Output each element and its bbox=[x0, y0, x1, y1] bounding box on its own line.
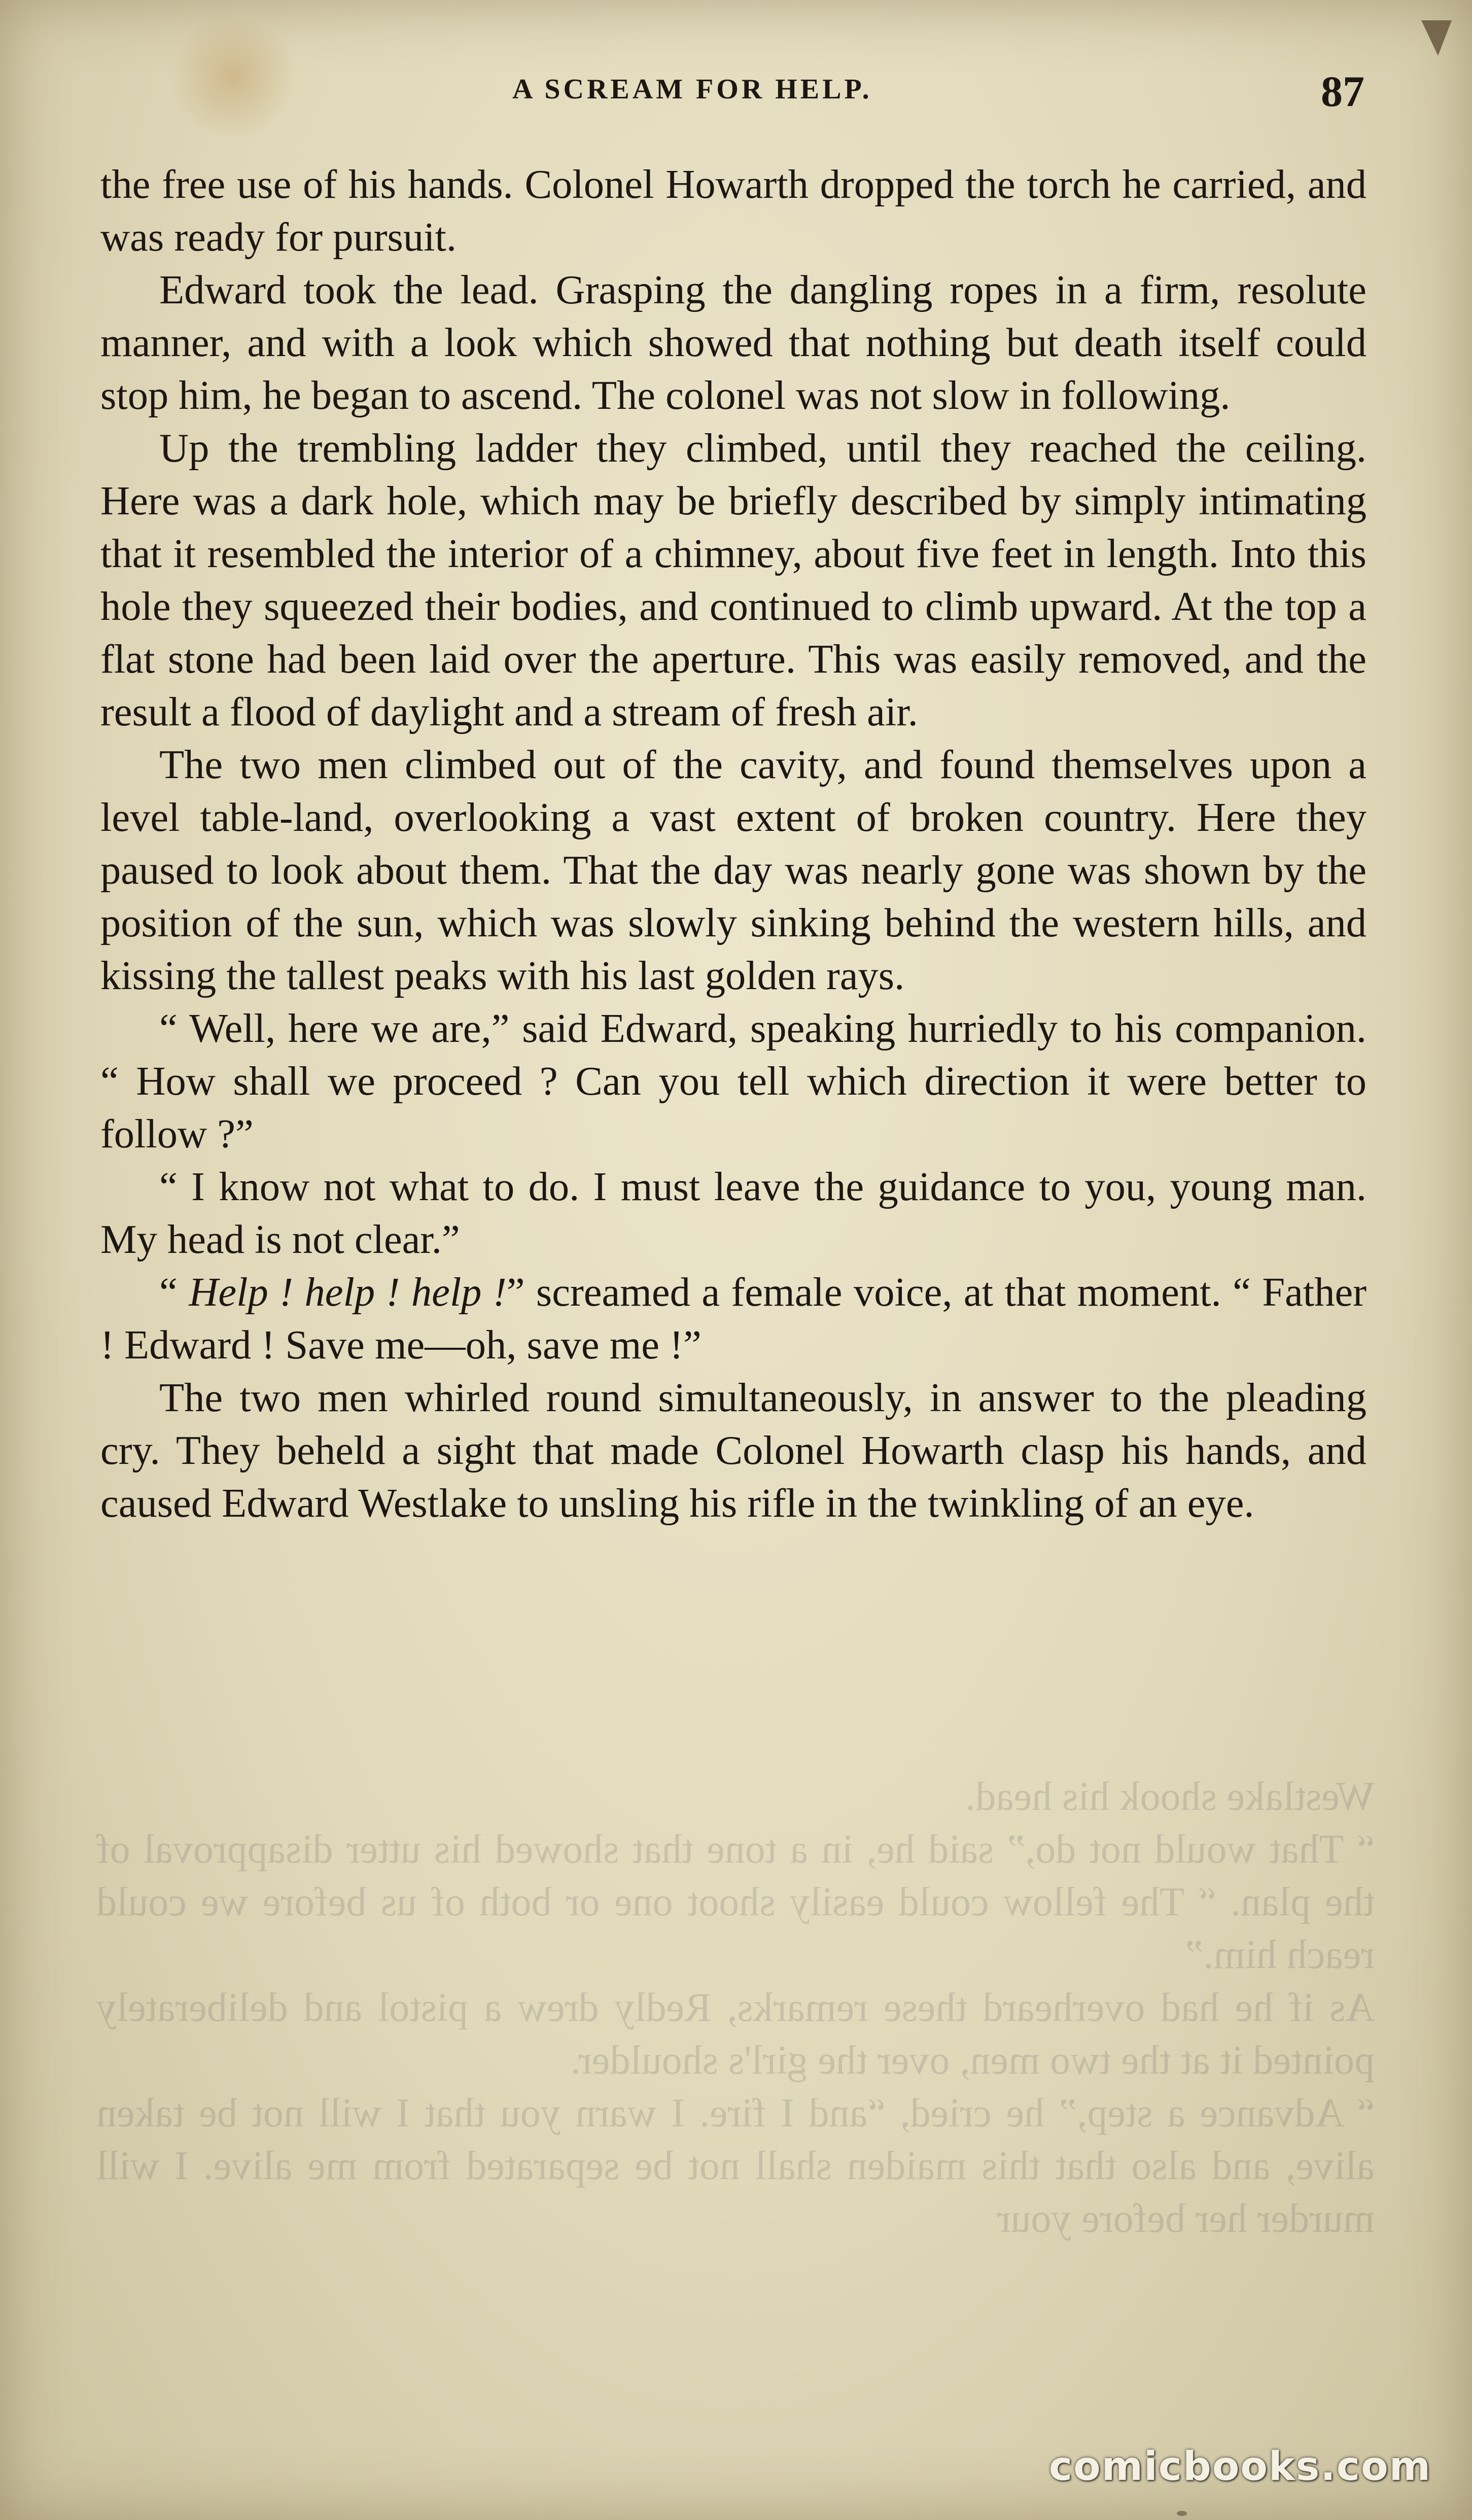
paragraph: Up the trembling ladder they climbed, until they reached the ceiling. Here was a dark hole, which may be briefly described by simply intimating that it resembled the interior of a chimney, about five feet in length. Into this hole they squeezed their bodies, and continued to climb upward. At the top a flat stone had been laid over the aperture. This was easily removed, and the result a flood of daylight and a stream of fresh air. bbox=[100, 426, 1366, 734]
bleed-through-text bbox=[96, 1770, 1375, 2245]
running-title: A SCREAM FOR HELP. bbox=[512, 74, 872, 105]
body-text bbox=[100, 158, 1366, 1530]
paragraph: “ Well, here we are,” said Edward, speaking hurriedly to his companion. “ How shall we proceed ? Can you tell which direction it were better to follow ?” bbox=[100, 1006, 1366, 1157]
paragraph: “ I know not what to do. I must leave the guidance to you, young man. My head is not clear.” bbox=[100, 1164, 1366, 1262]
quote-open: “ bbox=[159, 1270, 189, 1315]
paragraph: Edward took the lead. Grasping the dangling ropes in a firm, resolute manner, and with a look which showed that nothing but death itself could stop him, he began to ascend. The colonel was not slow in following. bbox=[100, 267, 1366, 418]
page-corner-mark bbox=[1421, 20, 1452, 56]
paragraph: The two men climbed out of the cavity, and found themselves upon a level table-land, overlooking a vast extent of broken country. Here they paused to look about them. That the day was nearly gone was shown by the position of the sun, which was slowly sinking behind the western hills, and kissing the tallest peaks with his last golden rays. bbox=[100, 742, 1366, 998]
paragraph-rest: ” screamed a female voice, at that moment. “ Father ! Edward ! Save me—oh, save me !” bbox=[100, 1270, 1366, 1368]
bleed-through-line: “ Advance a step,” he cried, “and I fire. I warn you that I will not be taken alive, and also that this maiden shall not be separated from me alive. I will murder her before your bbox=[96, 2091, 1375, 2241]
watermark: comicbooks.com bbox=[1048, 2444, 1431, 2490]
help-cry: Help ! help ! help ! bbox=[189, 1270, 507, 1315]
bleed-through-line: “ That would not do,” said he, in a tone that showed his utter disapproval of the plan. “ The fellow could easily shoot one or both of us before we could reach him.” bbox=[96, 1827, 1375, 1977]
running-header bbox=[101, 66, 1370, 127]
paragraph-help-scream bbox=[100, 1266, 1366, 1372]
bleed-through-line: As if he had overheard these remarks, Redly drew a pistol and deliberately pointed it at the two men, over the girl's shoulder. bbox=[96, 1985, 1375, 2083]
bleed-through-line: Westlake shook his head. bbox=[965, 1774, 1375, 1819]
page-number: 87 bbox=[1321, 67, 1364, 116]
paragraph: The two men whirled round simultaneously, in answer to the pleading cry. They beheld a sight that made Colonel Howarth clasp his hands, and caused Edward Westlake to unsling his rifle in the twinkling of an eye. bbox=[100, 1375, 1366, 1526]
paper-speck bbox=[1177, 2511, 1187, 2516]
paragraph: the free use of his hands. Colonel Howarth dropped the torch he carried, and was ready for pursuit. bbox=[100, 162, 1366, 260]
